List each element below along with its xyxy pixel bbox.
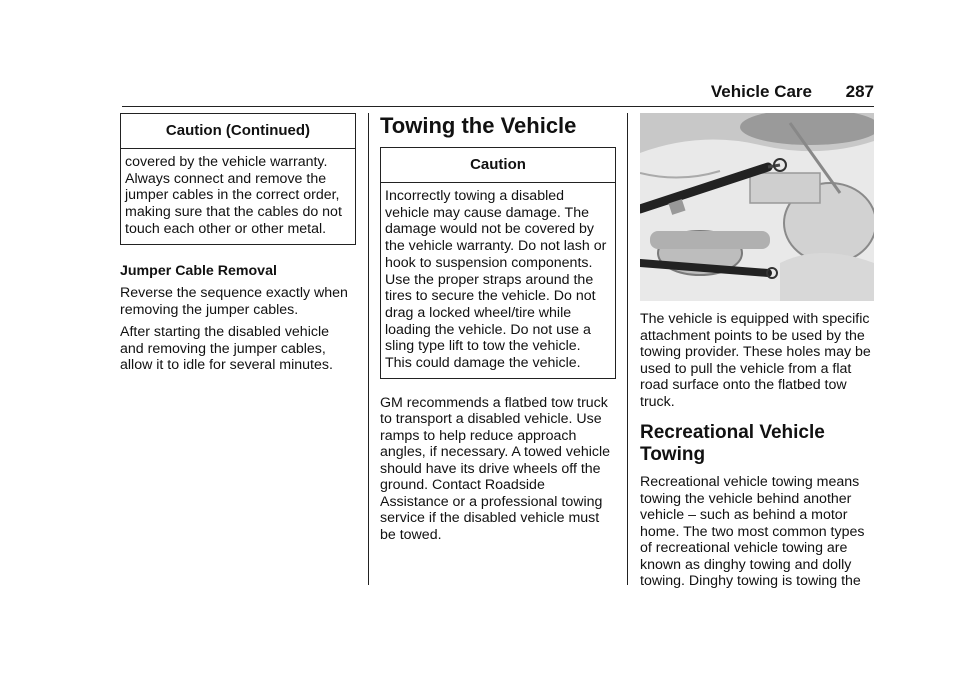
column-divider [627,113,628,585]
header-title: Vehicle Care [710,82,812,101]
subheading-jumper-cable-removal: Jumper Cable Removal [120,262,277,279]
page-number: 287 [845,82,874,101]
paragraph: Reverse the sequence exactly when removing the jumper cables. [120,285,348,318]
paragraph: Recreational vehicle towing means towing the vehicle behind another vehicle – such as behind a motor home. The two most common types of recreational vehicle towing are known as dinghy towing and dolly towing. Dinghy towing is towing the [640,474,865,589]
caution-box-continued [120,113,356,245]
paragraph: After starting the disabled vehicle and removing the jumper cables, allow it to idle for several minutes. [120,324,333,374]
caution-title: Caution [381,148,615,183]
page-header [122,80,874,107]
caution-body: covered by the vehicle warranty. Always connect and remove the jumper cables in the correct order, making sure that the cables do not touch each other or other metal. [125,154,342,237]
section-heading-recreational-towing: Recreational Vehicle Towing [640,422,825,465]
column-right [640,113,874,590]
column-divider [368,113,369,585]
caution-box [380,147,616,379]
paragraph: GM recommends a flatbed tow truck to transport a disabled vehicle. Use ramps to help reduce approach angles, if necessary. A towed vehicle should have its drive wheels off the ground. Contact Roadside Assistance or a professional towing service if the disabled vehicle must be towed. [380,394,611,543]
caution-title: Caution (Continued) [121,114,355,149]
section-heading-towing: Towing the Vehicle [380,113,577,138]
column-middle [380,113,616,543]
caution-body: Incorrectly towing a disabled vehicle may cause damage. The damage would not be covered by the vehicle warranty. Do not lash or hook to suspension components. Use the proper straps around the tires to secure the vehicle. Do not drag a locked wheel/tire while loading the vehicle. Do not use a sling type lift to tow the vehicle. This could damage the vehicle. [385,188,607,372]
towing-attachment-photo [640,113,874,301]
paragraph: The vehicle is equipped with specific attachment points to be used by the towing provider. These holes may be used to pull the vehicle from a flat road surface onto the flatbed tow truck. [640,311,871,410]
column-left [120,113,356,374]
